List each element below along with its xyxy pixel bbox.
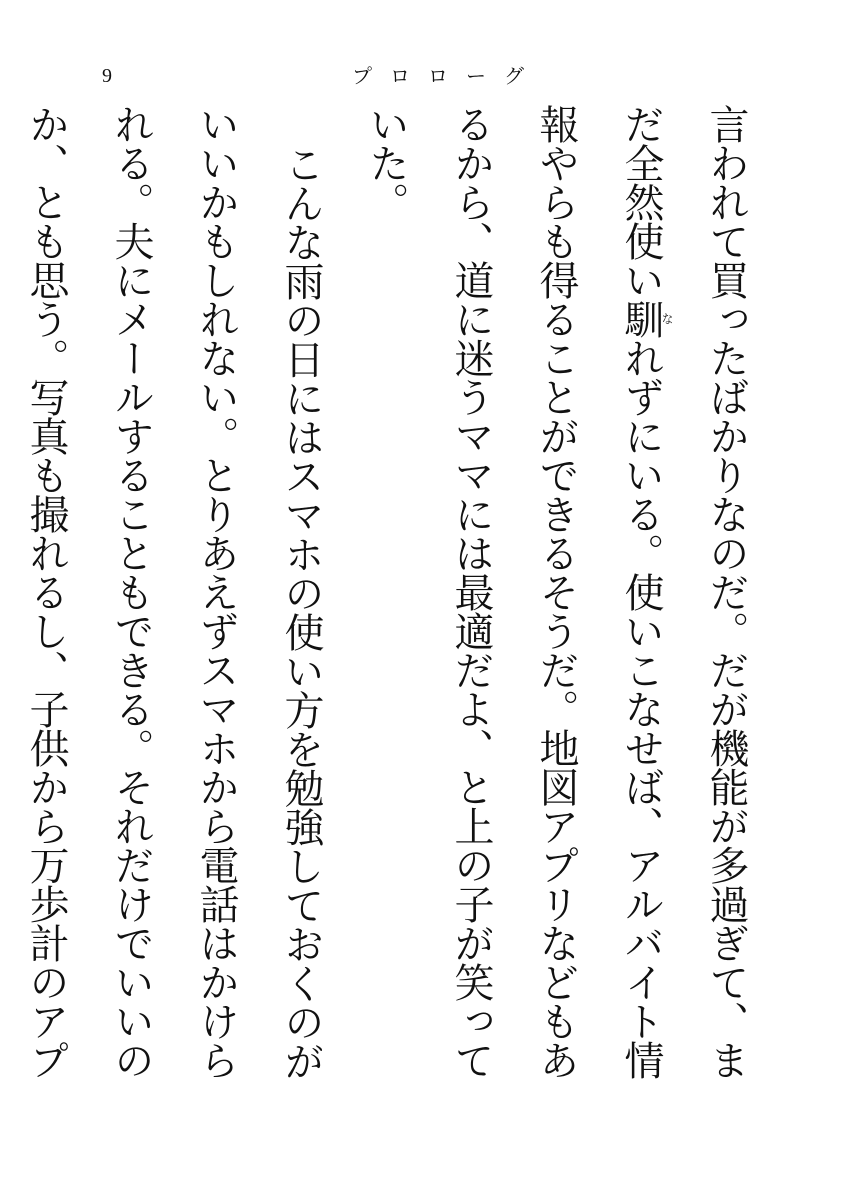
page-number: 9 <box>102 65 112 87</box>
text-segment: れずにいる。使いこなせば、アルバイト情報やらも得ることができるそうだ。地図アプリなどもあるから、道に迷うママには最適だよ、と上の子が笑っていた。 <box>363 104 664 1079</box>
text-segment: 言われて買ったばかりなのだ。だが機能が多過ぎて、まだ全然使い <box>618 104 749 1079</box>
body-text <box>23 104 768 1104</box>
ruby-na: 馴な <box>618 299 674 338</box>
paragraph-2 <box>0 104 343 1104</box>
text-segment: こんな雨の日にはスマホの使い方を勉強しておくのがいいかもしれない。とりあえずスマホから電話はかけられる。夫にメールすることもできる。それだけでいいのか、とも思う。写真も撮れるし、子供から万歩計のアプ <box>23 104 324 1080</box>
paragraph-1 <box>343 104 768 1104</box>
running-title: プロローグ <box>352 64 542 88</box>
